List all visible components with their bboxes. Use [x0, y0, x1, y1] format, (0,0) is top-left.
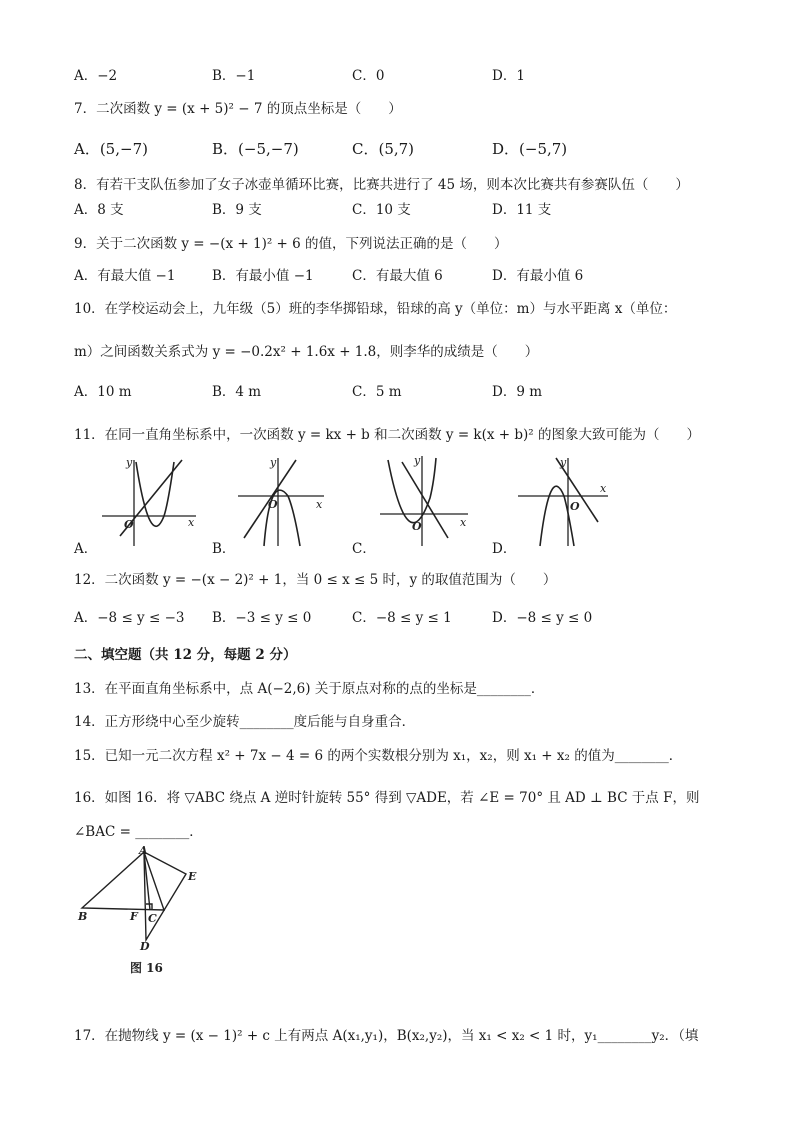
q11-d-parabola [540, 486, 574, 546]
q11-graph-a [96, 452, 206, 548]
q13-stem: 13．在平面直角坐标系中，点 A(−2,6) 关于原点对称的点的坐标是________． [74, 681, 545, 697]
q11-c-y-label: y [414, 454, 421, 467]
q11-stem: 11．在同一直角坐标系中，一次函数 y = kx + b 和二次函数 y = k(x + b)² 的图象大致可能为（ ） [74, 427, 700, 443]
q6-option-d: D．1 [492, 68, 525, 84]
q15-stem: 15．已知一元二次方程 x² + 7x − 4 = 6 的两个实数根分别为 x₁，x₂，则 x₁ + x₂ 的值为________． [74, 748, 683, 764]
section-fill-in-title: 二、填空题（共 12 分，每题 2 分） [74, 647, 297, 663]
q10-option-d: D．9 m [492, 384, 543, 400]
q8-stem: 8．有若干支队伍参加了女子冰壶单循环比赛，比赛共进行了 45 场，则本次比赛共有参赛队伍（ ） [74, 177, 689, 193]
q11-c-origin: O [412, 520, 422, 533]
q11-option-d: D． [492, 541, 517, 557]
q6-option-a: A．−2 [74, 68, 118, 84]
q8-option-b: B．9 支 [212, 202, 262, 218]
q10-option-c: C．5 m [352, 384, 402, 400]
q7-option-b: B．(−5,−7) [212, 140, 299, 158]
q7-option-c: C．(5,7) [352, 140, 415, 158]
q11-c-line [402, 462, 448, 538]
q10-stem-line1: 10．在学校运动会上，九年级（5）班的李华掷铅球，铅球的高 y（单位：m）与水平距离 x（单位： [74, 301, 677, 317]
q11-b-x-label: x [316, 498, 323, 511]
q12-option-a: A．−8 ≤ y ≤ −3 [74, 610, 185, 626]
q6-option-b: B．−1 [212, 68, 256, 84]
q11-option-b: B． [212, 541, 236, 557]
q16-stem-line1: 16．如图 16．将 ▽ABC 绕点 A 逆时针旋转 55° 得到 ▽ADE，若 ∠E = 70° 且 AD ⊥ BC 于点 F，则 [74, 790, 700, 806]
q11-a-origin: O [124, 518, 134, 531]
q11-c-parabola [388, 458, 436, 523]
q10-option-b: B．4 m [212, 384, 262, 400]
q9-stem: 9．关于二次函数 y = −(x + 1)² + 6 的值，下列说法正确的是（ ） [74, 236, 508, 252]
triangle-ade [144, 852, 186, 940]
label-a: A [139, 844, 148, 857]
q12-option-b: B．−3 ≤ y ≤ 0 [212, 610, 312, 626]
q8-option-d: D．11 支 [492, 202, 552, 218]
q7-option-a: A．(5,−7) [74, 140, 148, 158]
q9-option-c: C．有最大值 6 [352, 268, 443, 284]
q8-option-a: A．8 支 [74, 202, 124, 218]
label-b: B [78, 910, 88, 923]
q17-stem: 17．在抛物线 y = (x − 1)² + c 上有两点 A(x₁,y₁)，B(x₂,y₂)，当 x₁ < x₂ < 1 时，y₁________y₂．（填 [74, 1028, 699, 1044]
q11-graph-d [514, 452, 614, 548]
q11-d-origin: O [570, 500, 580, 513]
q12-option-c: C．−8 ≤ y ≤ 1 [352, 610, 452, 626]
q14-stem: 14．正方形绕中心至少旋转________度后能与自身重合． [74, 714, 416, 730]
q11-c-x-label: x [460, 516, 467, 529]
q10-option-a: A．10 m [74, 384, 132, 400]
q16-figure [74, 844, 214, 979]
q16-caption: 图 16 [130, 961, 163, 975]
label-e: E [188, 870, 197, 883]
label-c: C [148, 912, 157, 925]
q7-stem: 7．二次函数 y = (x + 5)² − 7 的顶点坐标是（ ） [74, 101, 402, 117]
triangle-abc [82, 852, 164, 910]
q11-b-y-label: y [270, 456, 277, 469]
q11-option-a: A． [74, 541, 98, 557]
q11-a-y-label: y [126, 456, 133, 469]
q7-option-d: D．(−5,7) [492, 140, 568, 158]
q11-d-x-label: x [600, 482, 607, 495]
q11-b-origin: O [268, 498, 278, 511]
q16-stem-line2: ∠BAC = ________． [74, 824, 203, 840]
q10-stem-line2: m）之间函数关系式为 y = −0.2x² + 1.6x + 1.8，则李华的成绩是（ ） [74, 344, 539, 360]
q11-d-y-label: y [560, 456, 567, 469]
q11-graph-b [234, 452, 334, 548]
q9-option-b: B．有最小值 −1 [212, 268, 314, 284]
q8-option-c: C．10 支 [352, 202, 411, 218]
q9-option-d: D．有最小值 6 [492, 268, 584, 284]
q11-graph-c [376, 452, 476, 548]
q11-option-c: C． [352, 541, 376, 557]
q9-option-a: A．有最大值 −1 [74, 268, 176, 284]
label-f: F [130, 910, 138, 923]
q6-option-c: C．0 [352, 68, 385, 84]
q11-a-x-label: x [188, 516, 195, 529]
label-d: D [140, 940, 150, 953]
q12-stem: 12．二次函数 y = −(x − 2)² + 1，当 0 ≤ x ≤ 5 时，y 的取值范围为（ ） [74, 572, 557, 588]
q12-option-d: D．−8 ≤ y ≤ 0 [492, 610, 593, 626]
